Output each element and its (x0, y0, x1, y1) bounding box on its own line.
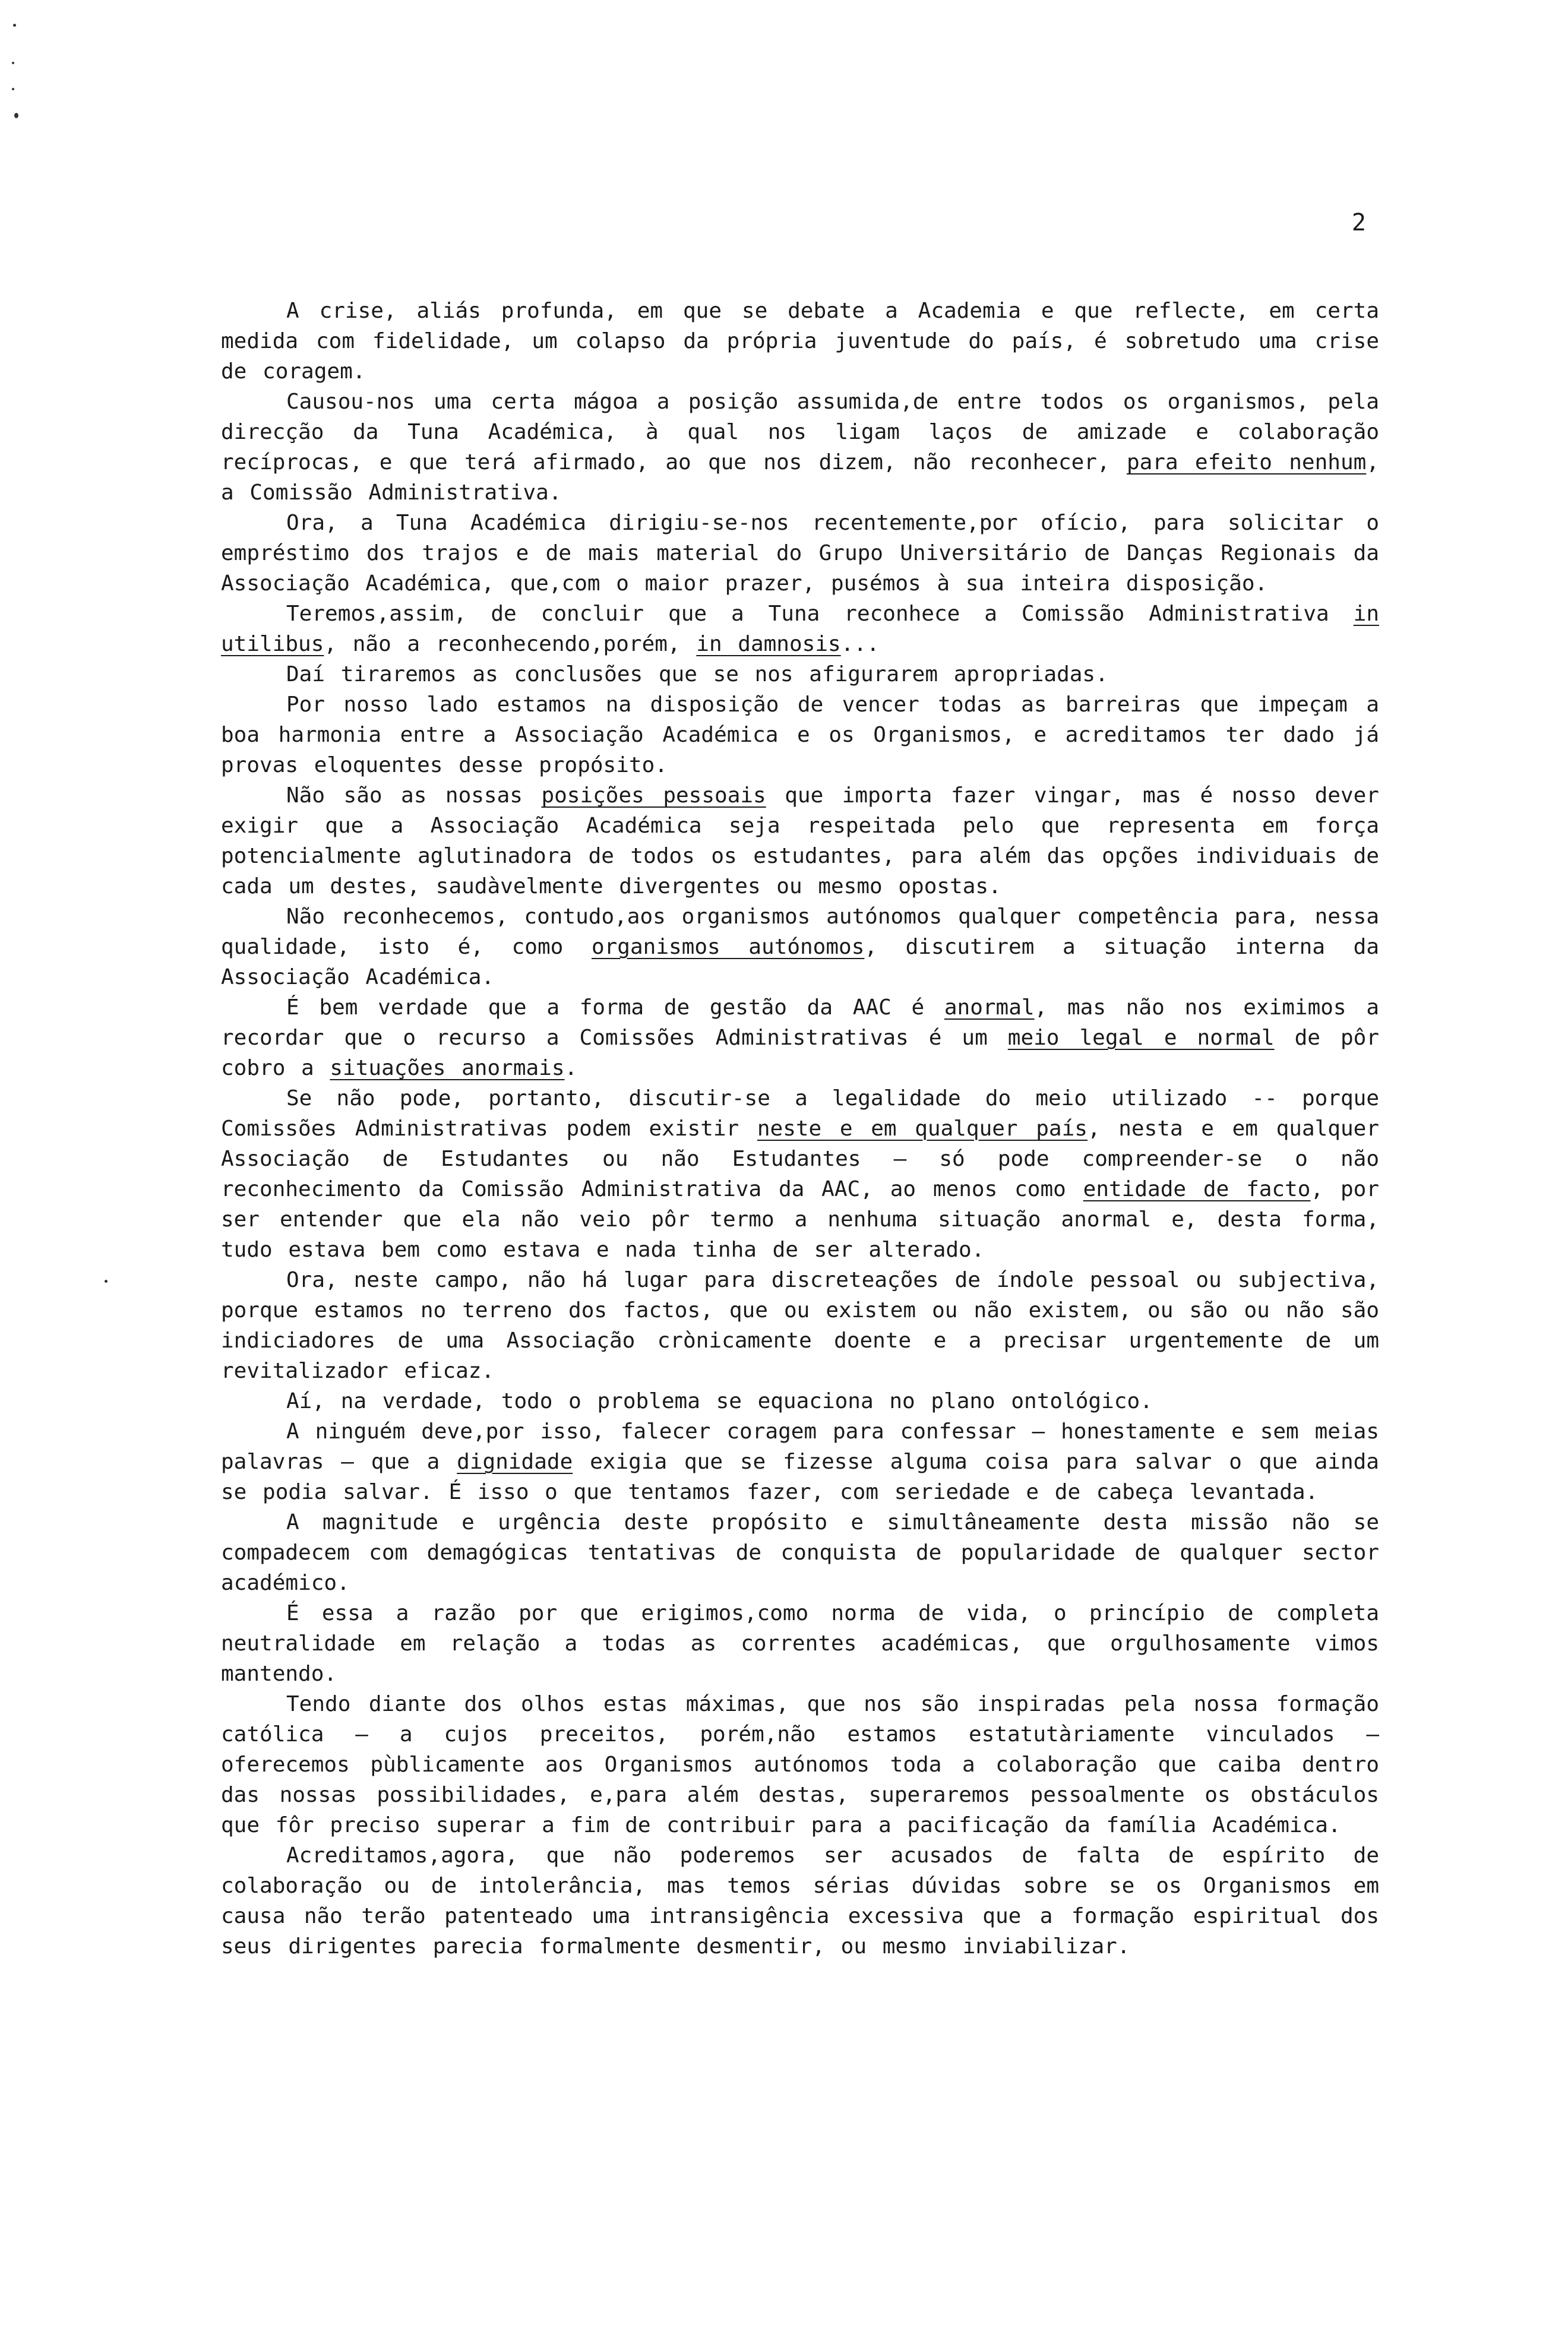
page-number: 2 (1351, 209, 1366, 236)
letter-body (221, 296, 1379, 1962)
underlined-phrase: para efeito nenhum (1126, 450, 1367, 475)
paragraph-text: A ninguém deve,por isso, falecer coragem para confessar — honestamente e sem meias palavras — que a (221, 1419, 1379, 1474)
paragraph (221, 599, 1379, 659)
scan-speck (12, 88, 14, 90)
paragraph (221, 387, 1379, 508)
paragraph-text: Se não pode, portanto, discutir-se a legalidade do meio utilizado -- porque Comissões Administrativas podem existir (221, 1086, 1379, 1141)
paragraph-text: , discutirem a situação interna da Associação Académica. (221, 935, 1379, 989)
paragraph (221, 1416, 1379, 1507)
paragraph-text: Causou-nos uma certa mágoa a posição assumida,de entre todos os organismos, pela direcção da Tuna Académica, à qual nos ligam laços de amizade e colaboração recíprocas, e que terá afirmado, ao que nos dizem, não reconhecer, (221, 390, 1379, 475)
paragraph-text: A crise, aliás profunda, em que se debate a Academia e que reflecte, em certa medida com fidelidade, um colapso da própria juventude do país, é sobretudo uma crise de coragem. (221, 299, 1379, 384)
paragraph (221, 1386, 1379, 1416)
underlined-phrase: in utilibus (221, 602, 1379, 656)
paragraph-text: É essa a razão por que erigimos,como norma de vida, o princípio de completa neutralidade em relação a todas as correntes académicas, que orgulhosamente vimos mantendo. (221, 1601, 1379, 1686)
paragraph-text: exigia que se fizesse alguma coisa para salvar o que ainda se podia salvar. É isso o que tentamos fazer, com seriedade e de cabeça levantada. (221, 1450, 1379, 1504)
paragraph-text: Não reconhecemos, contudo,aos organismos autónomos qualquer competência para, nessa qualidade, isto é, como (221, 904, 1379, 959)
paragraph-text: que importa fazer vingar, mas é nosso dever exigir que a Associação Académica seja respeitada pelo que representa em força potencialmente aglutinadora de todos os estudantes, para além das opções individuais de cada um destes, saudàvelmente divergentes ou mesmo opostas. (221, 783, 1379, 899)
scan-speck (12, 62, 14, 64)
paragraph-text: A magnitude e urgência deste propósito e simultâneamente desta missão não se compadecem com demagógicas tentativas de conquista de popularidade de qualquer sector académico. (221, 1510, 1379, 1595)
underlined-phrase: dignidade (457, 1450, 573, 1474)
paragraph (221, 1265, 1379, 1386)
underlined-phrase: organismos autónomos (591, 935, 865, 959)
paragraph (221, 689, 1379, 780)
scan-speck (105, 1280, 108, 1283)
paragraph-text: Tendo diante dos olhos estas máximas, que nos são inspiradas pela nossa formação católica — a cujos preceitos, porém,não estamos estatutàriamente vinculados — oferecemos pùblicamente aos Organismos autónomos toda a colaboração que caiba dentro das nossas possibilidades, e,para além destas, superaremos pessoalmente os obstáculos que fôr preciso superar a fim de contribuir para a pacificação da família Académica. (221, 1692, 1379, 1837)
paragraph (221, 992, 1379, 1083)
underlined-phrase: posições pessoais (541, 783, 766, 808)
scan-speck (14, 113, 18, 118)
paragraph (221, 1083, 1379, 1265)
paragraph-text: , não a reconhecendo,porém, (324, 632, 697, 656)
paragraph-text: , por ser entender que ela não veio pôr termo a nenhuma situação anormal e, desta forma, tudo estava bem como estava e nada tinha de ser alterado. (221, 1177, 1379, 1262)
paragraph-text: É bem verdade que a forma de gestão da AAC é (286, 995, 944, 1020)
paragraph-text: Não são as nossas (286, 783, 542, 808)
paragraph (221, 1840, 1379, 1962)
paragraph (221, 1507, 1379, 1598)
paragraph-text: , a Comissão Administrativa. (221, 450, 1379, 505)
paragraph-text: , mas não nos eximimos a recordar que o recurso a Comissões Administrativas é um (221, 995, 1379, 1050)
paragraph (221, 296, 1379, 387)
paragraph-text: , nesta e em qualquer Associação de Estudantes ou não Estudantes — só pode compreender-se o não reconhecimento da Comissão Administrativa da AAC, ao menos como (221, 1116, 1379, 1201)
paragraph-text: . (564, 1056, 578, 1080)
paragraph-text: Daí tiraremos as conclusões que se nos afigurarem apropriadas. (286, 662, 1108, 687)
underlined-phrase: in damnosis (696, 632, 841, 656)
paragraph-text: Aí, na verdade, todo o problema se equaciona no plano ontológico. (286, 1389, 1153, 1413)
paragraph (221, 902, 1379, 992)
paragraph-text: ... (840, 632, 880, 656)
paragraph-text: Por nosso lado estamos na disposição de vencer todas as barreiras que impeçam a boa harmonia entre a Associação Académica e os Organismos, e acreditamos ter dado já provas eloquentes desse propósito. (221, 692, 1379, 777)
paragraph (221, 1689, 1379, 1840)
paragraph (221, 780, 1379, 902)
underlined-phrase: neste e em qualquer país (757, 1116, 1088, 1141)
paragraph-text: Ora, a Tuna Académica dirigiu-se-nos recentemente,por ofício, para solicitar o empréstimo dos trajos e de mais material do Grupo Universitário de Danças Regionais da Associação Académica, que,com o maior prazer, pusémos à sua inteira disposição. (221, 511, 1379, 596)
paragraph-text: Teremos,assim, de concluir que a Tuna reconhece a Comissão Administrativa (286, 602, 1354, 626)
underlined-phrase: situações anormais (330, 1056, 565, 1080)
paragraph (221, 508, 1379, 599)
paragraph (221, 1598, 1379, 1689)
paragraph-text: Ora, neste campo, não há lugar para discreteações de índole pessoal ou subjectiva, porque estamos no terreno dos factos, que ou existem ou não existem, ou são ou não são indiciadores de uma Associação crònicamente doente e a precisar urgentemente de um revitalizador eficaz. (221, 1268, 1379, 1383)
underlined-phrase: anormal (944, 995, 1035, 1020)
underlined-phrase: entidade de facto (1083, 1177, 1311, 1201)
scan-speck (13, 24, 16, 27)
paragraph (221, 659, 1379, 689)
paragraph-text: Acreditamos,agora, que não poderemos ser acusados de falta de espírito de colaboração ou de intolerância, mas temos sérias dúvidas sobre se os Organismos em causa não terão patenteado uma intransigência excessiva que a formação espiritual dos seus dirigentes parecia formalmente desmentir, ou mesmo inviabilizar. (221, 1843, 1379, 1959)
underlined-phrase: meio legal e normal (1007, 1026, 1275, 1050)
paragraph-text: de pôr cobro a (221, 1026, 1380, 1080)
